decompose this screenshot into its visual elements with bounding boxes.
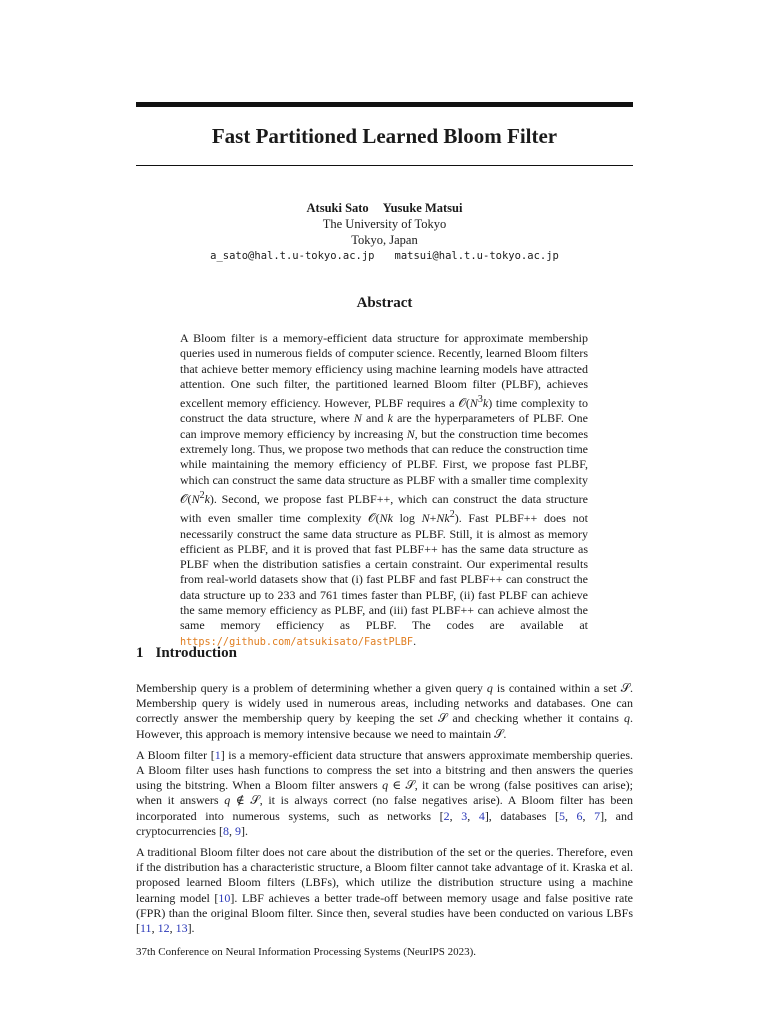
author-block	[136, 200, 633, 264]
citation-link[interactable]: 11	[140, 921, 152, 936]
paper-title: Fast Partitioned Learned Bloom Filter	[211, 124, 558, 148]
citation-link[interactable]: 10	[218, 890, 231, 905]
citation-link[interactable]: 12	[157, 921, 170, 936]
author-emails	[136, 248, 633, 264]
citation-link[interactable]: 8	[222, 823, 229, 838]
author-name: Atsuki Sato	[306, 201, 369, 215]
paragraph: A Bloom filter [1] is a memory-efficient data structure that answers approximate membership queries. A Bloom filter uses hash functions to compress the set into a bitstring and then answers the queries using the bitstring. When a Bloom filter answers q ∈ 𝒮, it can be wrong (false positives can arise); when it answers q ∉ 𝒮, it is always correct (no false negatives arise). A Bloom filter has been incorporated into numerous systems, such as networks [2, 3, 4], databases [5, 6, 7], and cryptocurrencies [8, 9].	[136, 747, 634, 838]
top-rule	[136, 102, 633, 107]
section-number: 1	[136, 645, 144, 661]
section-title: Introduction	[155, 645, 237, 661]
affiliation: The University of Tokyo	[322, 217, 447, 231]
citation-link[interactable]: 13	[175, 921, 188, 936]
email[interactable]: matsui@hal.t.u-tokyo.ac.jp	[394, 250, 559, 262]
paragraph: Membership query is a problem of determining whether a given query q is contained within a set 𝒮. Membership query is widely used in numerous areas, including networks and databases. One can correctly answer the membership query by keeping the set 𝒮 and checking whether it contains q. However, this approach is memory intensive because we need to maintain 𝒮.	[136, 681, 633, 741]
author-names	[136, 200, 633, 216]
citation-link[interactable]: 4	[478, 808, 485, 823]
citation-link[interactable]: 9	[234, 823, 241, 838]
author-name: Yusuke Matsui	[382, 201, 463, 215]
citation-link[interactable]: 1	[214, 747, 221, 762]
conference-footer: 37th Conference on Neural Information Processing Systems (NeurIPS 2023).	[136, 946, 477, 958]
paragraph: A traditional Bloom filter does not care about the distribution of the set or the queries. Therefore, even if the distribution has a characteristic structure, a Bloom filter cannot take advantage of it. Kraska et al. proposed learned Bloom filters (LBFs), which utilize the distribution structure using a machine learning model [10]. LBF achieves a better trade-off between memory usage and false positive rate (FPR) than the original Bloom filter. Since then, several studies have been conducted on various LBFs [11, 12, 13].	[136, 845, 633, 936]
location: Tokyo, Japan	[351, 233, 418, 247]
citation-link[interactable]: 5	[558, 808, 565, 823]
citation-link[interactable]: 2	[443, 808, 450, 823]
introduction-body	[136, 681, 633, 942]
title-rule	[136, 165, 633, 166]
citation-link[interactable]: 3	[461, 808, 468, 823]
citation-link[interactable]: 7	[594, 808, 601, 823]
code-link[interactable]: https://github.com/atsukisato/FastPLBF	[180, 636, 414, 648]
abstract-heading: Abstract	[356, 295, 413, 311]
section-heading	[136, 645, 237, 662]
citation-link[interactable]: 6	[576, 808, 583, 823]
email[interactable]: a_sato@hal.t.u-tokyo.ac.jp	[210, 250, 375, 262]
abstract-body: A Bloom filter is a memory-efficient data structure for approximate membership queries used in numerous fields of computer science. Recently, learned Bloom filters that achieve better memory efficiency using machine learning models have attracted attention. One such filter, the partitioned learned Bloom filter (PLBF), achieves excellent memory efficiency. However, PLBF requires a $𝒪(N^3k)$ time complexity to construct the data structure, where N and k are the hyperparameters of PLBF. One can improve memory efficiency by increasing N, but the construction time becomes extremely long. Thus, we propose two methods that can reduce the construction time while maintaining the memory efficiency of PLBF. First, we propose fast PLBF, which can construct the same data structure as PLBF with a smaller time complexity $𝒪(N^2k)$. Second, we propose fast PLBF++, which can construct the data structure with even smaller time complexity 𝒪(Nk $\log N+Nk^2$). Fast PLBF++ does not necessarily construct the same data structure as PLBF. Still, it is almost as memory efficient as PLBF, and it is proved that fast PLBF++ has the same data structure as PLBF when the distribution satisfies a certain constraint. Our experimental results from real-world datasets show that (i) fast PLBF and fast PLBF++ can construct the data structure up to 233 and 761 times faster than PLBF, (ii) fast PLBF can achieve the same memory efficiency as PLBF, and (iii) fast PLBF++ can achieve almost the same memory efficiency as PLBF. The codes are available at https://github.com/atsukisato/FastPLBF.	[180, 331, 588, 648]
